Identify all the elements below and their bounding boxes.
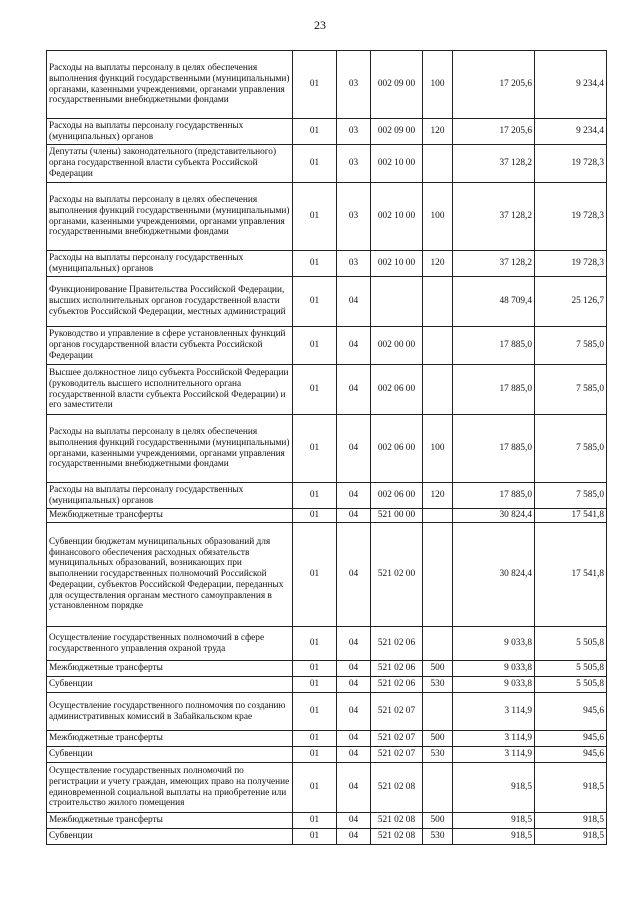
amount-approved: 9 033,8	[453, 661, 535, 677]
table-row	[47, 731, 607, 747]
amount-executed: 5 505,8	[535, 677, 607, 693]
amount-approved: 3 114,9	[453, 731, 535, 747]
expense-type-code: 100	[423, 183, 453, 251]
amount-approved: 9 033,8	[453, 677, 535, 693]
target-article-code: 521 02 07	[371, 693, 423, 731]
amount-executed: 945,6	[535, 693, 607, 731]
section-code: 01	[293, 731, 337, 747]
table-row	[47, 327, 607, 365]
expense-type-code	[423, 693, 453, 731]
section-code: 01	[293, 251, 337, 277]
section-code: 01	[293, 693, 337, 731]
expense-type-code: 120	[423, 251, 453, 277]
row-name: Субвенции	[47, 747, 293, 763]
section-code: 01	[293, 677, 337, 693]
amount-approved: 918,5	[453, 813, 535, 829]
target-article-code: 521 02 08	[371, 813, 423, 829]
amount-executed: 918,5	[535, 763, 607, 813]
row-name: Субвенции бюджетам муниципальных образований для финансового обеспечения расходных обязательств муниципальных образований, возникающих при выполнении государственных полномочий Российской Федерации, субъектов Российской Федерации, переданных для осуществления органам местного самоуправления в установленном порядке	[47, 523, 293, 627]
section-code: 01	[293, 813, 337, 829]
subsection-code: 04	[337, 661, 371, 677]
amount-approved: 37 128,2	[453, 183, 535, 251]
table-row	[47, 661, 607, 677]
amount-approved: 3 114,9	[453, 693, 535, 731]
amount-executed: 7 585,0	[535, 327, 607, 365]
expense-type-code	[423, 523, 453, 627]
expense-type-code	[423, 763, 453, 813]
table-row	[47, 277, 607, 327]
expense-type-code	[423, 365, 453, 415]
table-row	[47, 483, 607, 509]
amount-executed: 19 728,3	[535, 251, 607, 277]
section-code: 01	[293, 523, 337, 627]
row-name: Межбюджетные трансферты	[47, 509, 293, 523]
target-article-code: 521 02 00	[371, 523, 423, 627]
subsection-code: 04	[337, 747, 371, 763]
row-name: Расходы на выплаты персоналу государственных (муниципальных) органов	[47, 119, 293, 145]
target-article-code: 002 06 00	[371, 415, 423, 483]
amount-approved: 48 709,4	[453, 277, 535, 327]
subsection-code: 04	[337, 693, 371, 731]
expense-type-code	[423, 509, 453, 523]
subsection-code: 04	[337, 277, 371, 327]
expense-type-code: 530	[423, 829, 453, 845]
section-code: 01	[293, 747, 337, 763]
amount-executed: 7 585,0	[535, 415, 607, 483]
section-code: 01	[293, 365, 337, 415]
row-name: Субвенции	[47, 829, 293, 845]
amount-executed: 19 728,3	[535, 145, 607, 183]
amount-executed: 918,5	[535, 829, 607, 845]
amount-approved: 17 885,0	[453, 415, 535, 483]
section-code: 01	[293, 483, 337, 509]
amount-approved: 17 205,6	[453, 51, 535, 119]
subsection-code: 03	[337, 145, 371, 183]
amount-approved: 17 885,0	[453, 483, 535, 509]
target-article-code: 002 06 00	[371, 483, 423, 509]
row-name: Межбюджетные трансферты	[47, 661, 293, 677]
table-row	[47, 813, 607, 829]
row-name: Расходы на выплаты персоналу в целях обеспечения выполнения функций государственными (муниципальными) органами, казенными учреждениями, органами управления государственными внебюджетными фондами	[47, 415, 293, 483]
table-row	[47, 627, 607, 661]
amount-approved: 9 033,8	[453, 627, 535, 661]
row-name: Высшее должностное лицо субъекта Российской Федерации (руководитель высшего исполнительного органа государственной власти субъекта Российской Федерации) и его заместители	[47, 365, 293, 415]
section-code: 01	[293, 763, 337, 813]
table-row	[47, 763, 607, 813]
expense-type-code: 120	[423, 483, 453, 509]
row-name: Межбюджетные трансферты	[47, 731, 293, 747]
section-code: 01	[293, 277, 337, 327]
row-name: Расходы на выплаты персоналу в целях обеспечения выполнения функций государственными (муниципальными) органами, казенными учреждениями, органами управления государственными внебюджетными фондами	[47, 183, 293, 251]
row-name: Расходы на выплаты персоналу государственных (муниципальных) органов	[47, 483, 293, 509]
target-article-code: 521 02 08	[371, 829, 423, 845]
amount-executed: 9 234,4	[535, 51, 607, 119]
amount-executed: 918,5	[535, 813, 607, 829]
row-name: Осуществление государственных полномочий в сфере государственного управления охраной труда	[47, 627, 293, 661]
amount-approved: 30 824,4	[453, 509, 535, 523]
amount-executed: 17 541,8	[535, 509, 607, 523]
subsection-code: 04	[337, 731, 371, 747]
amount-approved: 30 824,4	[453, 523, 535, 627]
table-row	[47, 693, 607, 731]
expense-type-code	[423, 627, 453, 661]
table-row	[47, 677, 607, 693]
row-name: Межбюджетные трансферты	[47, 813, 293, 829]
amount-executed: 25 126,7	[535, 277, 607, 327]
target-article-code: 002 10 00	[371, 251, 423, 277]
amount-approved: 17 885,0	[453, 327, 535, 365]
amount-approved: 918,5	[453, 763, 535, 813]
row-name: Функционирование Правительства Российской Федерации, высших исполнительных органов государственной власти субъектов Российской Федерации, местных администраций	[47, 277, 293, 327]
table-row	[47, 415, 607, 483]
expense-type-code: 500	[423, 661, 453, 677]
subsection-code: 04	[337, 327, 371, 365]
section-code: 01	[293, 509, 337, 523]
expense-type-code: 120	[423, 119, 453, 145]
subsection-code: 04	[337, 509, 371, 523]
target-article-code: 521 02 07	[371, 731, 423, 747]
row-name: Руководство и управление в сфере установленных функций органов государственной власти субъекта Российской Федерации	[47, 327, 293, 365]
expense-type-code: 530	[423, 747, 453, 763]
row-name: Субвенции	[47, 677, 293, 693]
row-name: Расходы на выплаты персоналу государственных (муниципальных) органов	[47, 251, 293, 277]
row-name: Депутаты (члены) законодательного (представительного) органа государственной власти субъекта Российской Федерации	[47, 145, 293, 183]
table-row	[47, 509, 607, 523]
target-article-code: 002 00 00	[371, 327, 423, 365]
section-code: 01	[293, 119, 337, 145]
section-code: 01	[293, 661, 337, 677]
subsection-code: 04	[337, 829, 371, 845]
amount-executed: 945,6	[535, 747, 607, 763]
target-article-code: 002 06 00	[371, 365, 423, 415]
row-name: Расходы на выплаты персоналу в целях обеспечения выполнения функций государственными (муниципальными) органами, казенными учреждениями, органами управления государственными внебюджетными фондами	[47, 51, 293, 119]
amount-executed: 7 585,0	[535, 365, 607, 415]
target-article-code: 002 09 00	[371, 119, 423, 145]
expense-type-code: 100	[423, 51, 453, 119]
target-article-code: 521 02 06	[371, 627, 423, 661]
amount-executed: 7 585,0	[535, 483, 607, 509]
amount-approved: 3 114,9	[453, 747, 535, 763]
expense-type-code: 100	[423, 415, 453, 483]
page-number: 23	[314, 18, 326, 32]
subsection-code: 04	[337, 627, 371, 661]
amount-approved: 918,5	[453, 829, 535, 845]
table-row	[47, 747, 607, 763]
target-article-code: 002 10 00	[371, 183, 423, 251]
expense-type-code	[423, 277, 453, 327]
amount-executed: 945,6	[535, 731, 607, 747]
subsection-code: 04	[337, 365, 371, 415]
expense-type-code: 500	[423, 731, 453, 747]
table-row	[47, 51, 607, 119]
subsection-code: 04	[337, 813, 371, 829]
amount-executed: 5 505,8	[535, 661, 607, 677]
row-name: Осуществление государственного полномочия по созданию административных комиссий в Забайкальском крае	[47, 693, 293, 731]
amount-executed: 9 234,4	[535, 119, 607, 145]
subsection-code: 04	[337, 483, 371, 509]
expense-type-code: 500	[423, 813, 453, 829]
section-code: 01	[293, 327, 337, 365]
target-article-code	[371, 277, 423, 327]
subsection-code: 03	[337, 183, 371, 251]
amount-approved: 17 205,6	[453, 119, 535, 145]
subsection-code: 04	[337, 415, 371, 483]
target-article-code: 002 09 00	[371, 51, 423, 119]
expense-type-code	[423, 327, 453, 365]
table-row	[47, 183, 607, 251]
table-row	[47, 365, 607, 415]
target-article-code: 521 02 06	[371, 677, 423, 693]
expense-type-code	[423, 145, 453, 183]
subsection-code: 03	[337, 119, 371, 145]
budget-table	[46, 50, 607, 845]
section-code: 01	[293, 829, 337, 845]
table-row	[47, 829, 607, 845]
subsection-code: 03	[337, 51, 371, 119]
table-row	[47, 251, 607, 277]
target-article-code: 002 10 00	[371, 145, 423, 183]
expense-type-code: 530	[423, 677, 453, 693]
target-article-code: 521 02 08	[371, 763, 423, 813]
table-row	[47, 119, 607, 145]
section-code: 01	[293, 51, 337, 119]
target-article-code: 521 02 06	[371, 661, 423, 677]
amount-approved: 37 128,2	[453, 145, 535, 183]
section-code: 01	[293, 415, 337, 483]
target-article-code: 521 00 00	[371, 509, 423, 523]
amount-executed: 17 541,8	[535, 523, 607, 627]
row-name: Осуществление государственных полномочий по регистрации и учету граждан, имеющих право на получение единовременной социальной выплаты на приобретение или строительство жилого помещения	[47, 763, 293, 813]
section-code: 01	[293, 145, 337, 183]
subsection-code: 03	[337, 251, 371, 277]
table-row	[47, 145, 607, 183]
subsection-code: 04	[337, 523, 371, 627]
subsection-code: 04	[337, 677, 371, 693]
table-row	[47, 523, 607, 627]
target-article-code: 521 02 07	[371, 747, 423, 763]
section-code: 01	[293, 183, 337, 251]
amount-approved: 37 128,2	[453, 251, 535, 277]
subsection-code: 04	[337, 763, 371, 813]
amount-executed: 5 505,8	[535, 627, 607, 661]
amount-approved: 17 885,0	[453, 365, 535, 415]
section-code: 01	[293, 627, 337, 661]
amount-executed: 19 728,3	[535, 183, 607, 251]
